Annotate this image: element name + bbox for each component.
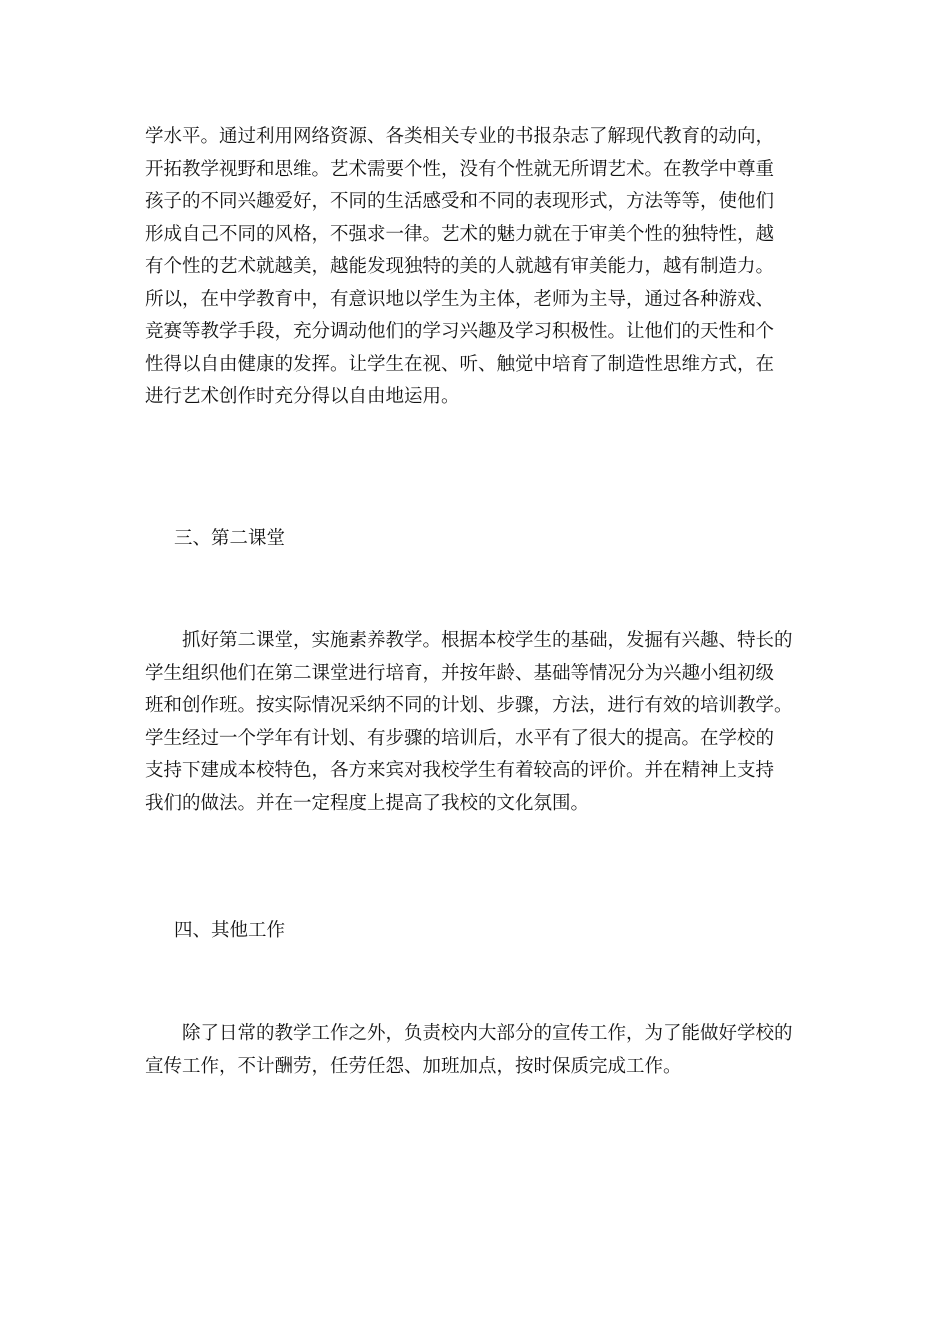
text-line: 我们的做法。并在一定程度上提高了我校的文化氛围。 bbox=[145, 792, 590, 814]
text-line: 学生组织他们在第二课堂进行培育，并按年龄、基础等情况分为兴趣小组初级 bbox=[145, 662, 775, 684]
text-line: 除了日常的教学工作之外，负责校内大部分的宣传工作，为了能做好学校的 bbox=[145, 1023, 793, 1044]
text-line: 竞赛等教学手段，充分调动他们的学习兴趣及学习积极性。让他们的天性和个 bbox=[145, 321, 775, 342]
text-line: 支持下建成本校特色，各方来宾对我校学生有着较高的评价。并在精神上支持 bbox=[145, 760, 775, 781]
text-line: 宣传工作，不计酬劳，任劳任怨、加班加点，按时保质完成工作。 bbox=[145, 1055, 682, 1077]
text-line: 学生经过一个学年有计划、有步骤的培训后，水平有了很大的提高。在学校的 bbox=[145, 727, 775, 749]
section-heading-second-classroom: 三、第二课堂 bbox=[174, 528, 286, 549]
paragraph-other-work bbox=[145, 1018, 805, 1083]
text-line: 学水平。通过利用网络资源、各类相关专业的书报杂志了解现代教育的动向， bbox=[145, 126, 775, 147]
text-line: 性得以自由健康的发挥。让学生在视、听、触觉中培育了制造性思维方式，在 bbox=[145, 353, 775, 375]
section-heading-other-work: 四、其他工作 bbox=[174, 920, 286, 941]
text-line: 所以，在中学教育中，有意识地以学生为主体，老师为主导，通过各种游戏、 bbox=[145, 288, 775, 310]
text-line: 抓好第二课堂，实施素养教学。根据本校学生的基础，发掘有兴趣、特长的 bbox=[145, 630, 793, 651]
text-line: 形成自己不同的风格，不强求一律。艺术的魅力就在于审美个性的独特性，越 bbox=[145, 223, 775, 245]
text-line: 开拓教学视野和思维。艺术需要个性，没有个性就无所谓艺术。在教学中尊重 bbox=[145, 158, 775, 180]
paragraph-art-individuality bbox=[145, 121, 805, 414]
text-line: 有个性的艺术就越美，越能发现独特的美的人就越有审美能力，越有制造力。 bbox=[145, 256, 775, 277]
paragraph-second-classroom bbox=[145, 625, 805, 820]
text-line: 班和创作班。按实际情况采纳不同的计划、步骤，方法，进行有效的培训教学。 bbox=[145, 695, 793, 716]
text-line: 孩子的不同兴趣爱好，不同的生活感受和不同的表现形式，方法等等，使他们 bbox=[145, 191, 775, 212]
text-line: 进行艺术创作时充分得以自由地运用。 bbox=[145, 386, 460, 407]
